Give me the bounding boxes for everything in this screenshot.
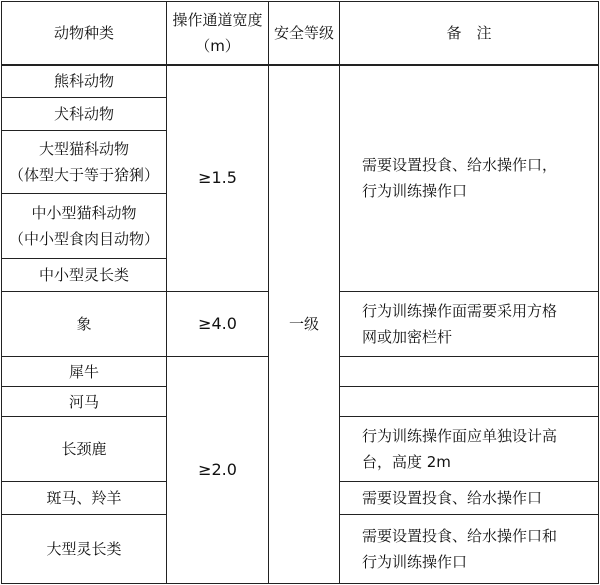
width-cell-group3: ≥2.0 (167, 357, 269, 584)
note-line: 行为训练操作面应单独设计高 (362, 427, 558, 445)
note-line: 需要设置投食、给水操作口和 (362, 527, 558, 545)
width-cell-group2: ≥4.0 (167, 292, 269, 357)
note-line: 网或加密栏杆 (362, 328, 453, 346)
note-cell-empty (340, 387, 599, 417)
note-line: 台，高度 2m (362, 453, 451, 471)
species-cell: 熊科动物 (2, 65, 167, 98)
header-width-line1: 操作通道宽度 (172, 10, 263, 29)
header-width (167, 2, 269, 65)
species-cell: 中小型灵长类 (2, 259, 167, 292)
species-cell (2, 194, 167, 259)
header-row (2, 2, 599, 65)
species-line: 大型猫科动物 (38, 140, 129, 158)
note-cell-group1 (340, 65, 599, 292)
header-species: 动物种类 (2, 2, 167, 65)
species-cell: 大型灵长类 (2, 515, 167, 584)
species-line: （体型大于等于猞猁） (8, 166, 159, 184)
species-line: 中小型猫科动物 (31, 204, 137, 222)
species-cell: 斑马、羚羊 (2, 482, 167, 515)
header-width-line2: （m） (195, 36, 240, 55)
note-cell-empty (340, 357, 599, 387)
species-cell (2, 131, 167, 194)
note-cell-ape (340, 515, 599, 584)
species-line: （中小型食肉目动物） (8, 230, 159, 248)
species-cell: 长颈鹿 (2, 417, 167, 482)
note-line: 需要设置投食、给水操作口， (362, 156, 558, 175)
width-cell-group1: ≥1.5 (167, 65, 269, 292)
note-line: 行为训练操作口 (362, 553, 468, 571)
header-safety: 安全等级 (269, 2, 340, 65)
species-cell: 象 (2, 292, 167, 357)
note-cell-giraffe (340, 417, 599, 482)
note-line: 行为训练操作面需要采用方格 (362, 302, 558, 320)
header-notes: 备 注 (340, 2, 599, 65)
species-cell: 河马 (2, 387, 167, 417)
table-row (2, 65, 599, 98)
species-cell: 犀牛 (2, 357, 167, 387)
note-cell-elephant (340, 292, 599, 357)
species-cell: 犬科动物 (2, 98, 167, 131)
safety-level-cell: 一级 (269, 65, 340, 584)
note-cell-zebra: 需要设置投食、给水操作口 (340, 482, 599, 515)
animal-operation-channel-table (1, 1, 599, 584)
note-line: 行为训练操作口 (362, 182, 468, 201)
